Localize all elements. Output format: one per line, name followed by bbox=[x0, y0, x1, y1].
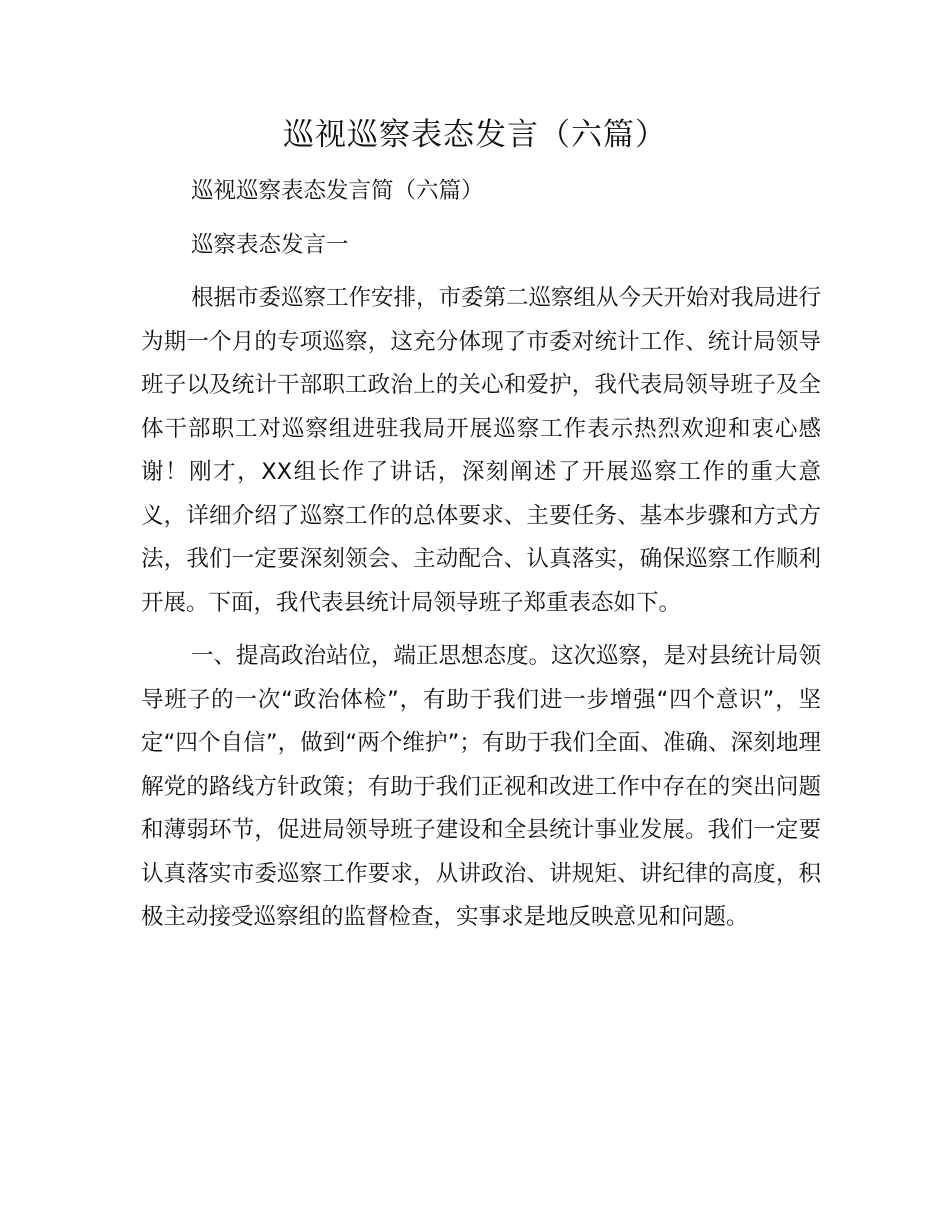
document-subtitle: 巡视巡察表态发言简（六篇） bbox=[191, 178, 484, 204]
document-body bbox=[141, 170, 821, 950]
body-paragraph-1: 根据市委巡察工作安排，市委第二巡察组从今天开始对我局进行为期一个月的专项巡察，这充分体现了市委对统计工作、统计局领导班子以及统计干部职工政治上的关心和爱护，我代表局领导班子及全体干部职工对巡察组进驻我局开展巡察工作表示热烈欢迎和衷心感谢！刚才，XX组长作了讲话，深刻阐述了开展巡察工作的重大意义，详细介绍了巡察工作的总体要求、主要任务、基本步骤和方式方法，我们一定要深刻领会、主动配合、认真落实，确保巡察工作顺利开展。下面，我代表县统计局领导班子郑重表态如下。 bbox=[141, 285, 822, 616]
section-heading: 巡察表态发言一 bbox=[191, 231, 349, 258]
document-title: 巡视巡察表态发言（六篇） bbox=[283, 117, 667, 153]
body-paragraph-2: 一、提高政治站位，端正思想态度。这次巡察，是对县统计局领导班子的一次“政治体检”，有助于我们进一步增强“四个意识”，坚定“四个自信”，做到“两个维护”；有助于我们全面、准确、深刻地理解党的路线方针政策；有助于我们正视和改进工作中存在的突出问题和薄弱环节，促进局领导班子建设和全县统计事业发展。我们一定要认真落实市委巡察工作要求，从讲政治、讲规矩、讲纪律的高度，积极主动接受巡察组的监督检查，实事求是地反映意见和问题。 bbox=[141, 643, 822, 930]
